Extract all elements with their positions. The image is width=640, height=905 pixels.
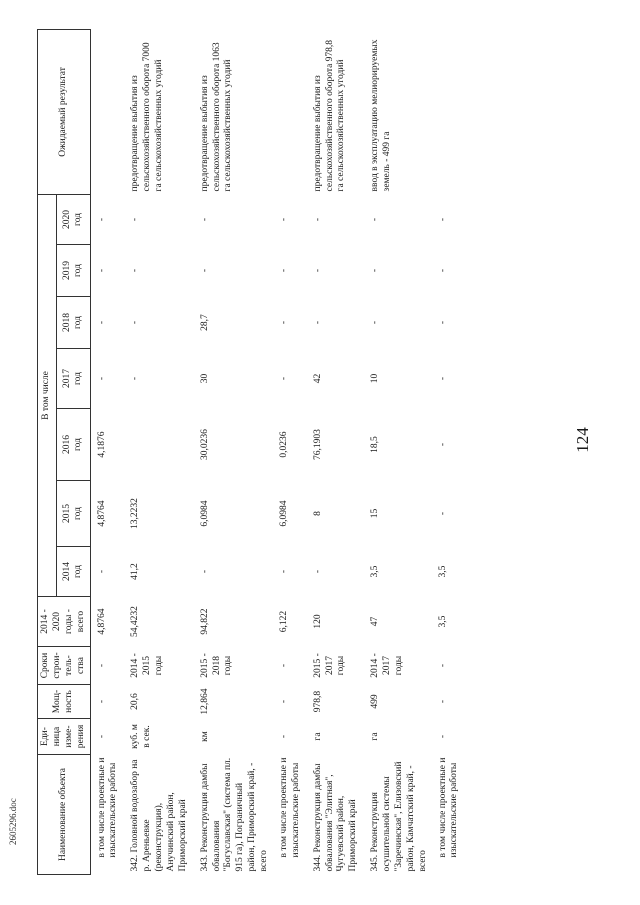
cell-2016: 76,1903 (312, 429, 323, 460)
footer-file-name: 2605296.doc (8, 798, 18, 845)
cell-2020: - (437, 217, 448, 222)
cell-2016: 30,0236 (199, 429, 210, 460)
cell-total: 3,5 (437, 615, 448, 628)
cell-total: 120 (312, 614, 323, 629)
cell-2017: 30 (199, 373, 210, 384)
header-year-2019: 2019 год (57, 245, 90, 297)
rotated-table-frame (37, 30, 617, 875)
table-header (38, 29, 91, 874)
cell-2016 (122, 409, 191, 481)
cell-terms: - (278, 663, 289, 668)
cell-capacity: 499 (370, 694, 381, 709)
cell-result: ввод в эксплуатацию мелиорируемых земель - 499 га (370, 39, 392, 192)
cell-2018: - (130, 320, 141, 325)
cell-2015: 4,8764 (96, 500, 107, 527)
cell-2015: 15 (370, 508, 381, 519)
cell-2018: - (96, 320, 107, 325)
cell-unit: куб. м в сек. (130, 724, 153, 749)
cell-name: 342. Головной водозабор на р. Ареньевке (реконструкция), Анучинский район, Приморский край (130, 759, 188, 872)
header-year-2020: 2020 год (57, 194, 90, 244)
cell-terms: 2015 - 2017 годы (312, 653, 347, 678)
header-in-including: В том числе (38, 194, 57, 596)
cell-terms: - (96, 663, 107, 668)
cell-terms: 2014 - 2015 годы (130, 653, 164, 678)
cell-result: предотвращение выбытия из сельскохозяйственного оборота 1063 га сельскохозяйственных угодий (199, 42, 234, 192)
cell-2014: - (96, 569, 107, 574)
cell-result (90, 29, 122, 194)
cell-2020: - (370, 217, 381, 222)
cell-total: 54,4232 (130, 606, 141, 637)
cell-terms: 2015 - 2018 годы (199, 653, 234, 678)
cell-result: предотвращение выбытия из сельскохозяйственного оборота 978,8 га сельскохозяйственных угодий (312, 39, 347, 192)
cell-total: 94,822 (199, 608, 210, 635)
header-total: 2014 - 2020 годы - всего (38, 597, 91, 647)
cell-name: 344. Реконструкция дамбы обвалования "Элитная", Чугуевский район, Приморский край (312, 763, 359, 872)
header-year-2016: 2016 год (57, 409, 90, 481)
cell-2018: - (437, 320, 448, 325)
cell-2014: 3,5 (370, 565, 381, 578)
cell-result: предотвращение выбытия из сельскохозяйственного оборота 7000 га сельскохозяйственных угодий (130, 42, 164, 192)
page-number: 124 (572, 427, 592, 453)
cell-2014: 3,5 (437, 565, 448, 578)
cell-2014: 41,2 (130, 563, 141, 580)
cell-unit: га (370, 732, 381, 741)
cell-2020: - (312, 217, 323, 222)
cell-terms: - (437, 663, 448, 668)
cell-unit: - (437, 734, 448, 739)
cell-2014: - (278, 569, 289, 574)
cell-unit: км (199, 731, 210, 742)
table-body (90, 29, 463, 874)
header-result: Ожидаемый результат (38, 29, 91, 194)
cell-unit: - (96, 734, 107, 739)
cell-name: в том числе проектные и изыскательские работы (278, 757, 301, 858)
cell-2016: - (437, 442, 448, 447)
header-terms: Сроки строи- тель- ства (38, 647, 91, 685)
header-unit: Еди- ница изме- рения (38, 719, 91, 755)
cell-capacity: 978,8 (312, 690, 323, 713)
header-year-2014: 2014 год (57, 547, 90, 597)
cell-2017: 42 (312, 373, 323, 384)
header-year-2017: 2017 год (57, 349, 90, 409)
cell-2016: 4,1876 (96, 431, 107, 458)
cell-2017: 10 (370, 373, 381, 384)
header-capacity: Мощ- ность (38, 685, 91, 719)
header-name: Наименование объекта (38, 755, 91, 875)
cell-2018: - (370, 320, 381, 325)
cell-name: 343. Реконструкция дамбы обвалования "Богуславская" (система пл. 915 га), Пограничный район, Приморский край, - всего (199, 757, 269, 872)
cell-name: в том числе проектные и изыскательские работы (437, 757, 460, 858)
cell-2014: - (312, 569, 323, 574)
cell-2019: - (370, 268, 381, 273)
cell-2019: - (130, 268, 141, 273)
cell-unit: - (278, 734, 289, 739)
cell-total: 6,122 (278, 610, 289, 633)
cell-2020: - (278, 217, 289, 222)
cell-2018: 28,7 (199, 314, 210, 331)
table-row (122, 29, 191, 874)
cell-2020: - (199, 217, 210, 222)
cell-2019: - (437, 268, 448, 273)
table-row (362, 29, 431, 874)
table-row (192, 29, 273, 874)
cell-capacity: 20,6 (130, 693, 141, 710)
header-year-2018: 2018 год (57, 297, 90, 349)
cell-name: 345. Реконструкция осушительной системы "Заречинская", Елизовский район, Камчатский край, - всего (370, 761, 428, 872)
cell-capacity: 12,864 (199, 688, 210, 715)
cell-total: 47 (370, 616, 381, 627)
cell-result (273, 29, 305, 194)
cell-2014: - (199, 569, 210, 574)
cell-2017: - (437, 376, 448, 381)
cell-2015: 6,0984 (199, 500, 210, 527)
cell-2020: - (96, 217, 107, 222)
cell-total: 4,8764 (96, 608, 107, 635)
cell-2017: - (96, 376, 107, 381)
cell-2018: - (278, 320, 289, 325)
cell-2015: 13,2232 (130, 498, 141, 529)
cell-capacity: - (278, 699, 289, 704)
cell-2017: - (278, 376, 289, 381)
cell-unit: га (312, 732, 323, 741)
cell-2019: - (199, 268, 210, 273)
cell-terms: 2014 - 2017 годы (370, 653, 404, 678)
cell-2017: - (130, 376, 141, 381)
cell-2015: 8 (312, 511, 323, 516)
table-row (90, 29, 122, 874)
cell-2015: 6,0984 (278, 500, 289, 527)
cell-2016: 18,5 (370, 436, 381, 453)
cell-capacity: - (96, 699, 107, 704)
cell-2019: - (96, 268, 107, 273)
cell-2016: 0,0236 (278, 431, 289, 458)
table-row (273, 29, 305, 874)
cell-result (432, 29, 464, 194)
cell-2019: - (312, 268, 323, 273)
header-year-2015: 2015 год (57, 481, 90, 547)
table-row (305, 29, 363, 874)
cell-name: в том числе проектные и изыскательские работы (96, 757, 119, 858)
cell-2018: - (312, 320, 323, 325)
cell-2015: - (437, 511, 448, 516)
cell-2020: - (130, 217, 141, 222)
table-row (432, 29, 464, 874)
cell-capacity: - (437, 699, 448, 704)
data-table (37, 29, 463, 875)
cell-2019: - (278, 268, 289, 273)
